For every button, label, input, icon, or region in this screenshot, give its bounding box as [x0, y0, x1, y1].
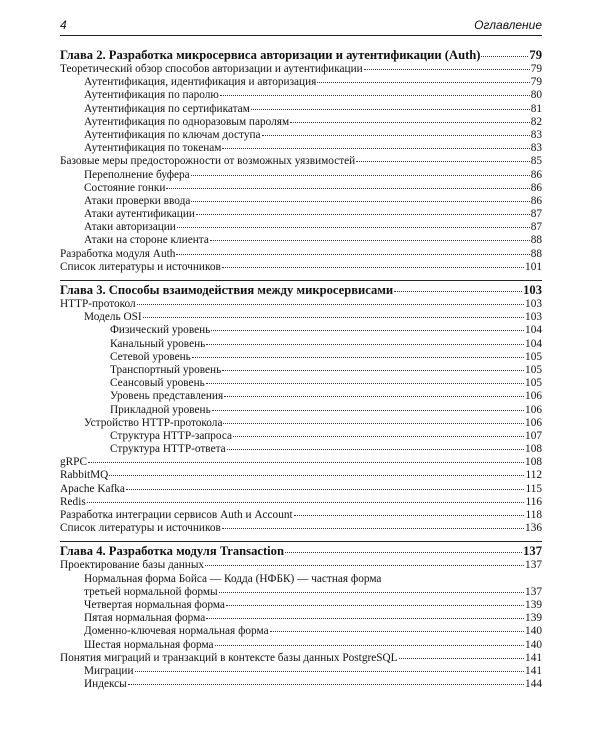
dot-leader [88, 462, 524, 463]
chapter-heading[interactable] [60, 48, 542, 63]
toc-entry[interactable] [60, 443, 542, 456]
entry-title: Список литературы и источников [60, 260, 221, 273]
dot-leader [356, 161, 529, 162]
entry-title: Физический уровень [110, 324, 211, 337]
entry-page-number: 87 [530, 208, 542, 221]
entry-title: Глава 3. Способы взаимодействия между микросервисами [60, 283, 394, 297]
entry-page-number: 101 [525, 260, 542, 273]
dot-leader [191, 201, 529, 202]
toc-entry[interactable] [60, 559, 542, 572]
dot-leader [226, 605, 524, 606]
toc-entry[interactable] [60, 639, 542, 652]
entry-page-number: 82 [530, 115, 542, 128]
toc-entry[interactable] [60, 129, 542, 142]
toc-entry[interactable] [60, 76, 542, 89]
entry-page-number: 141 [525, 664, 542, 677]
entry-page-number: 144 [525, 678, 542, 691]
entry-page-number: 137 [525, 585, 542, 598]
dot-leader [215, 645, 524, 646]
dot-leader [210, 240, 530, 241]
entry-page-number: 80 [530, 89, 542, 102]
dot-leader [222, 528, 524, 529]
entry-page-number: 86 [530, 194, 542, 207]
entry-page-number: 137 [523, 544, 542, 559]
toc-entry[interactable] [60, 338, 542, 351]
entry-title: третьей нормальной формы [84, 585, 218, 598]
toc-entry[interactable] [60, 182, 542, 195]
entry-page-number: 106 [525, 390, 542, 403]
entry-title: Сеансовый уровень [110, 377, 205, 390]
page-header [60, 14, 542, 36]
entry-page-number: 116 [525, 495, 542, 508]
toc-entry[interactable] [60, 377, 542, 390]
entry-title: Транспортный уровень [110, 363, 222, 376]
dot-leader [224, 396, 524, 397]
dot-leader [219, 592, 524, 593]
toc-entry[interactable] [60, 612, 542, 625]
toc-entry[interactable] [60, 652, 542, 665]
entry-title: Глава 2. Разработка микросервиса авторизации и аутентификации (Auth) [60, 48, 481, 62]
toc-entry[interactable] [60, 103, 542, 116]
dot-leader [191, 175, 530, 176]
dot-leader [206, 383, 524, 384]
dot-leader [251, 109, 530, 110]
toc-entry[interactable] [60, 142, 542, 155]
entry-title: Канальный уровень [110, 337, 206, 350]
entry-title: Аутентификация, идентификация и авторизация [84, 76, 317, 89]
entry-title: Атаки аутентификации [84, 208, 195, 221]
entry-page-number: 86 [530, 181, 542, 194]
entry-page-number: 139 [525, 612, 542, 625]
dot-leader [109, 475, 524, 476]
dot-leader [270, 631, 524, 632]
entry-page-number: 85 [530, 155, 542, 168]
dot-leader [399, 658, 524, 659]
dot-leader [196, 214, 530, 215]
entry-title: Базовые меры предосторожности от возможных уязвимостей [60, 155, 356, 168]
toc-entry[interactable] [60, 116, 542, 129]
toc-entry[interactable] [60, 89, 542, 102]
dot-leader [222, 148, 529, 149]
entry-page-number: 83 [530, 128, 542, 141]
entry-page-number: 136 [525, 522, 542, 535]
entry-title: Аутентификация по паролю [84, 89, 219, 102]
entry-page-number: 115 [525, 482, 542, 495]
toc-entry[interactable] [60, 311, 542, 324]
entry-page-number: 88 [530, 234, 542, 247]
entry-title: Шестая нормальная форма [84, 638, 214, 651]
entry-title: Переполнение буфера [84, 168, 190, 181]
toc-entry[interactable] [60, 324, 542, 337]
entry-title: RabbitMQ [60, 469, 109, 482]
entry-title: Глава 4. Разработка модуля Transaction [60, 544, 284, 559]
dot-leader [192, 357, 524, 358]
table-of-contents [60, 48, 542, 691]
entry-title: Уровень представления [110, 390, 224, 403]
toc-entry[interactable] [60, 496, 542, 509]
dot-leader [222, 267, 524, 268]
dot-leader [233, 436, 524, 437]
toc-entry[interactable] [60, 351, 542, 364]
dot-leader [481, 56, 528, 57]
chapter-heading[interactable] [60, 283, 542, 298]
entry-page-number: 103 [523, 283, 542, 297]
entry-title: Прикладной уровень [110, 403, 211, 416]
entry-title: Разработка модуля Auth [60, 247, 176, 260]
toc-entry[interactable] [60, 169, 542, 182]
entry-title: Пятая нормальная форма [84, 612, 206, 625]
dot-leader [128, 684, 524, 685]
entry-title: Разработка интеграции сервисов Auth и Account [60, 509, 293, 521]
dot-leader [262, 135, 530, 136]
toc-entry[interactable] [60, 483, 542, 496]
entry-page-number: 137 [525, 559, 542, 572]
chapter-heading[interactable] [60, 544, 542, 559]
entry-title: Индексы [84, 678, 127, 691]
toc-entry[interactable] [60, 625, 542, 638]
entry-page-number: 140 [525, 625, 542, 638]
dot-leader [87, 502, 525, 503]
dot-leader [211, 330, 524, 331]
entry-title: Атаки авторизации [84, 221, 176, 234]
dot-leader [206, 618, 524, 619]
toc-page [60, 14, 542, 691]
entry-page-number: 112 [525, 469, 542, 482]
chapter-divider [60, 280, 542, 281]
dot-leader [220, 95, 530, 96]
entry-page-number: 118 [525, 509, 542, 521]
entry-page-number: 81 [530, 102, 542, 115]
toc-entry[interactable] [60, 208, 542, 221]
entry-page-number: 88 [530, 247, 542, 260]
entry-title: Атаки на стороне клиента [84, 234, 209, 247]
dot-leader [126, 489, 525, 490]
entry-title: Аутентификация по ключам доступа [84, 128, 261, 141]
entry-title: Структура HTTP-запроса [110, 429, 232, 442]
entry-title: Теоретический обзор способов авторизации и аутентификации [60, 63, 363, 75]
entry-title: Миграции [84, 664, 134, 677]
entry-page-number: 140 [525, 638, 542, 651]
entry-page-number: 79 [530, 63, 542, 75]
entry-page-number: 87 [530, 221, 542, 234]
page-number: 4 [60, 18, 67, 32]
entry-page-number: 83 [530, 142, 542, 155]
entry-page-number: 108 [525, 443, 542, 456]
toc-entry[interactable] [60, 469, 542, 482]
toc-entry[interactable] [60, 509, 542, 522]
entry-title: Состояние гонки [84, 181, 166, 194]
entry-page-number: 106 [525, 403, 542, 416]
toc-entry[interactable] [60, 221, 542, 234]
entry-page-number: 139 [525, 598, 542, 611]
toc-entry[interactable] [60, 456, 542, 469]
dot-leader [176, 254, 529, 255]
dot-leader [394, 291, 522, 292]
toc-entry-first-line[interactable]: Нормальная форма Бойса — Кодда (НФБК) — частная форма [84, 572, 382, 585]
entry-title: gRPC [60, 456, 88, 469]
dot-leader [166, 188, 529, 189]
toc-entry[interactable] [60, 586, 542, 599]
entry-title: Понятия миграций и транзакций в контексте базы данных PostgreSQL [60, 651, 398, 664]
toc-entry[interactable] [60, 404, 542, 417]
dot-leader [205, 565, 524, 566]
dot-leader [227, 449, 524, 450]
toc-entry[interactable] [60, 298, 542, 311]
entry-page-number: 104 [525, 324, 542, 337]
dot-leader [364, 69, 530, 70]
entry-page-number: 86 [530, 168, 542, 181]
toc-entry[interactable] [60, 364, 542, 377]
entry-page-number: 107 [525, 429, 542, 442]
toc-entry[interactable] [60, 678, 542, 691]
entry-title: Проектирование базы данных [60, 559, 205, 572]
running-title: Оглавление [474, 18, 542, 32]
dot-leader [135, 671, 525, 672]
toc-entry[interactable] [60, 261, 542, 274]
entry-title: Структура HTTP-ответа [110, 443, 226, 456]
dot-leader [290, 122, 530, 123]
entry-page-number: 106 [525, 416, 542, 429]
entry-page-number: 141 [525, 651, 542, 664]
toc-entry[interactable] [60, 63, 542, 76]
entry-title: Аутентификация по сертификатам [84, 102, 250, 115]
dot-leader [222, 370, 524, 371]
entry-title: Атаки проверки ввода [84, 194, 191, 207]
entry-page-number: 79 [529, 48, 542, 62]
entry-title: Список литературы и источников [60, 522, 221, 535]
toc-entry[interactable] [60, 390, 542, 403]
entry-title: Устройство HTTP-протокола [84, 416, 223, 429]
entry-title: Аутентификация по одноразовым паролям [84, 115, 290, 128]
entry-title: Доменно-ключевая нормальная форма [84, 625, 269, 638]
entry-title: Модель OSI [84, 311, 142, 324]
entry-title: Сетевой уровень [110, 350, 191, 363]
entry-page-number: 104 [525, 337, 542, 350]
entry-title: Apache Kafka [60, 482, 125, 495]
dot-leader [317, 82, 529, 83]
entry-title: Четвертая нормальная форма [84, 598, 225, 611]
dot-leader [143, 317, 524, 318]
chapter-divider [60, 541, 542, 542]
toc-entry[interactable] [60, 234, 542, 247]
entry-title: Redis [60, 495, 86, 508]
entry-page-number: 105 [525, 363, 542, 376]
dot-leader [137, 304, 524, 305]
toc-entry[interactable] [60, 430, 542, 443]
dot-leader [285, 552, 522, 553]
toc-entry[interactable] [60, 599, 542, 612]
dot-leader [223, 423, 524, 424]
entry-title: HTTP-протокол [60, 298, 136, 310]
dot-leader [177, 227, 530, 228]
toc-entry[interactable] [60, 155, 542, 168]
dot-leader [206, 344, 524, 345]
entry-title: Аутентификация по токенам [84, 142, 222, 155]
toc-entry[interactable] [60, 248, 542, 261]
dot-leader [212, 410, 524, 411]
entry-page-number: 105 [525, 350, 542, 363]
toc-entry[interactable] [60, 195, 542, 208]
entry-page-number: 105 [525, 377, 542, 390]
entry-page-number: 103 [525, 311, 542, 324]
dot-leader [294, 515, 525, 516]
entry-page-number: 108 [525, 456, 542, 469]
toc-entry[interactable] [60, 522, 542, 535]
entry-page-number: 103 [525, 298, 542, 310]
entry-page-number: 79 [530, 76, 542, 89]
toc-entry[interactable] [60, 417, 542, 430]
toc-entry[interactable] [60, 665, 542, 678]
